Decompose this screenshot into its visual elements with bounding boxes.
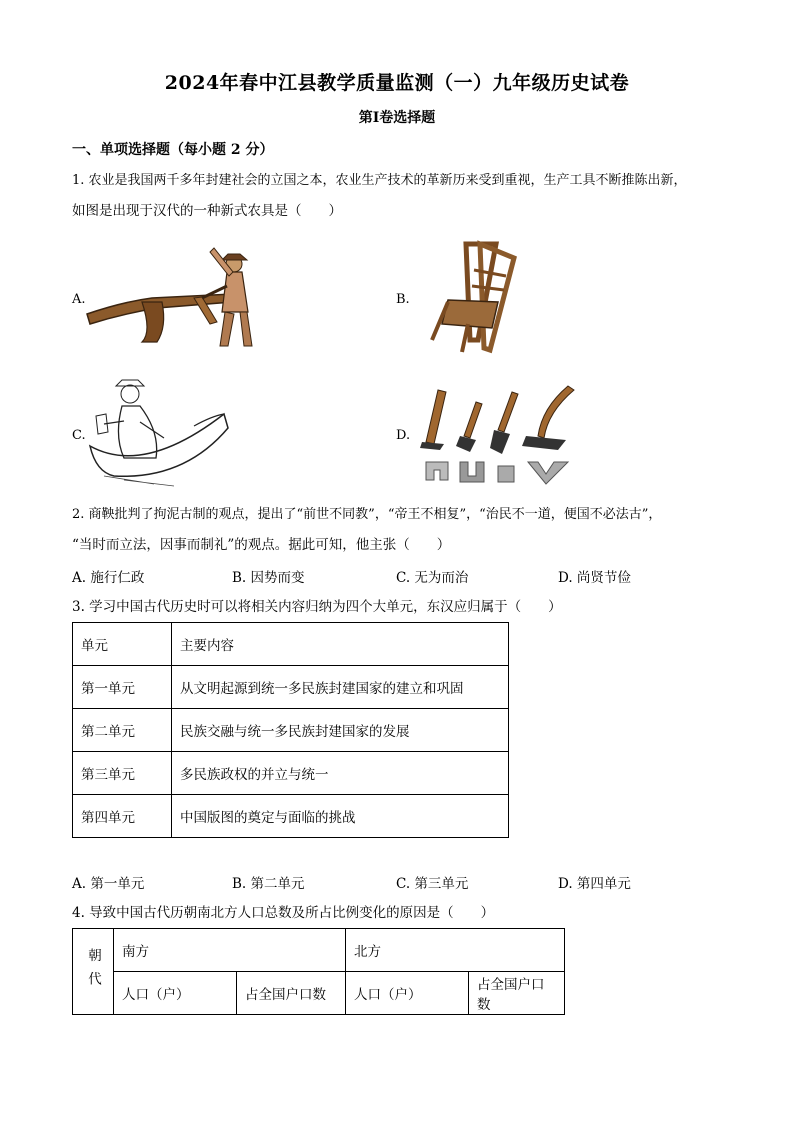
south-population-header: 人口（户） [114, 972, 237, 1015]
dynasty-header: 朝代 [73, 929, 114, 1015]
question-4-stem: 4. 导致中国古代历朝南北方人口总数及所占比例变化的原因是（ ） [72, 905, 495, 921]
south-header: 南方 [114, 929, 346, 972]
table-cell: 从文明起源到统一多民族封建国家的建立和巩固 [172, 666, 509, 709]
table-row [73, 666, 509, 709]
table-cell: 民族交融与统一多民族封建国家的发展 [172, 709, 509, 752]
q2-option-d[interactable]: D. 尚贤节俭 [558, 570, 631, 586]
q3-options [72, 872, 732, 896]
q3-option-a[interactable]: A. 第一单元 [72, 876, 145, 892]
exam-title: 2024年春中江县教学质量监测（一）九年级历史试卷 [164, 72, 630, 94]
boat-tool-sketch-image [84, 376, 234, 492]
q3-option-c[interactable]: C. 第三单元 [396, 876, 469, 892]
seed-drill-image [418, 240, 528, 358]
question-1-stem [72, 166, 732, 226]
table-subheader-row [73, 972, 565, 1015]
north-share-header: 占全国户口数 [469, 972, 565, 1015]
q3-option-d[interactable]: D. 第四单元 [558, 876, 631, 892]
plow-farmer-image [82, 242, 272, 352]
q1-option-b-label: B. [396, 292, 410, 307]
q1-option-d-label: D. [396, 428, 411, 443]
table-cell: 第四单元 [73, 795, 172, 838]
section-title: 一、单项选择题（每小题 2 分） [72, 142, 274, 158]
part-title: 第Ⅰ卷选择题 [358, 110, 436, 126]
south-share-header: 占全国户口数 [237, 972, 346, 1015]
table-cell: 多民族政权的并立与统一 [172, 752, 509, 795]
table-row [73, 709, 509, 752]
units-table [72, 622, 509, 838]
table-row [73, 795, 509, 838]
table-cell: 第二单元 [73, 709, 172, 752]
farm-tools-image [418, 382, 578, 486]
q2-option-b[interactable]: B. 因势而变 [232, 570, 305, 586]
q2-option-c[interactable]: C. 无为而治 [396, 570, 469, 586]
table-row [73, 752, 509, 795]
q1-option-c-label: C. [72, 428, 86, 443]
north-population-header: 人口（户） [346, 972, 469, 1015]
table-header-cell: 单元 [73, 623, 172, 666]
q1-line1: 1. 农业是我国两千多年封建社会的立国之本，农业生产技术的革新历来受到重视，生产工具不断推陈出新， [72, 173, 687, 188]
population-table [72, 928, 565, 1015]
q2-options [72, 566, 732, 590]
north-header: 北方 [346, 929, 565, 972]
q2-line1: 2. 商鞅批判了拘泥古制的观点，提出了“前世不同教”，“帝王不相复”，“治民不一道，便国不必法古”， [72, 507, 662, 522]
table-header-row [73, 623, 509, 666]
table-cell: 第三单元 [73, 752, 172, 795]
table-cell: 第一单元 [73, 666, 172, 709]
table-cell: 中国版图的奠定与面临的挑战 [172, 795, 509, 838]
table-header-row [73, 929, 565, 972]
question-2-stem [72, 500, 732, 560]
q2-option-a[interactable]: A. 施行仁政 [72, 570, 145, 586]
q2-line2: “当时而立法，因事而制礼”的观点。据此可知，他主张（ ） [72, 537, 451, 553]
table-header-cell: 主要内容 [172, 623, 509, 666]
question-3-stem: 3. 学习中国古代历史时可以将相关内容归纳为四个大单元，东汉应归属于（ ） [72, 599, 562, 615]
q3-option-b[interactable]: B. 第二单元 [232, 876, 305, 892]
q1-option-a-label: A. [72, 292, 86, 307]
q1-line2: 如图是出现于汉代的一种新式农具是（ ） [72, 203, 342, 219]
